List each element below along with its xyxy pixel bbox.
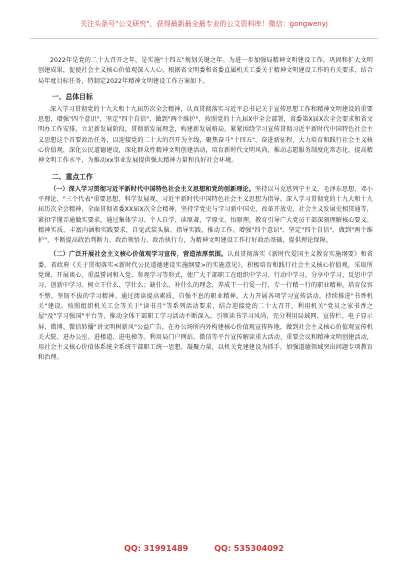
footer-qq-1: QQ: 31991489 [124,544,189,553]
page-header [30,20,378,39]
item-1-title: （一）深入学习贯彻习近平新时代中国特色社会主义思想和党的创新理论。 [50,185,255,193]
key-work-item-2 [38,250,373,363]
key-work-item-1 [38,185,373,247]
section-heading-goals: 一、总体目标 [52,92,93,101]
intro-paragraph: 2022年是党的二十大召开之年，是实施"十四五"规划关键之年。为进一步加强局精神文明建设工作，巩固和扩大文明创建成果，促使社会主义核心价值观深入人心，根据省文明委和省委直属机关工委关于精神文明建设工作的有关要求，结合局年度目标任务，特制定2022年精神文明建设工作方案如下。 [38,57,373,85]
item-1-body: 坚持以马克思列宁主义、毛泽东思想、邓小平理论、"三个代表"重要思想、科学发展观、习近平新时代中国特色社会主义思想为指导。深入学习贯彻党的十九大和十九届历次全会精神，全面贯彻省委XX届X次全会精神，坚持学党史与学习新中国史、改革开放史、社会主义发展史相贯通等，紧扣学懂弄通做实要求，通过集体学习、个人自学、读原著、学原文、悟原理，教育引导广大党员干部深刻理解核心要义、精神实质、丰富内涵和实践要求，自觉武装头脑、指导实践、推动工作。增强"四个意识"、坚定"四个自信"、做到"两个维护"，不断提高政治判断力、政治领悟力、政治执行力，为精神文明建设工作打好政治基础，提供理论保障。 [38,185,373,245]
item-2-body: 认真贯彻落实《新时代爱国主义教育实施纲要》和省委、省政府《关于贯彻落实<新时代公民道德建设实施纲要>的实施意见》，积极培育和践行社会主义核心价值观，采取所党课、开展谈心、重温誓词和入党、参观学习等形式，使广大干部职工在组织中学习、行动中学习、分享中学习、反思中学习、创新中学习。树立干什么、学什么；缺什么、补什么的理念，养成干一行爱一行、专一行精一行的职业精神，培育仪容不整、坚韧不拔的学习精神。通过阅读提高素质，自强不息的职业精神。大力开展各项学习宣传活动，持续推进"书香机关"建设。按照组织机关工会等关于"读书月"等系列活动要求，结合迎接党的二十大召开，利用机关"党员之家书香之屋"及"学习强国"平台等，推动全体干部职工学习活动不断深入。引领读书学习风尚，充分利用局域网、宣传栏、电子显示屏、微博、微信转播"讲文明树新风"公益广告，在办公场所内外构建核心价值观宣传阵地，做到社会主义核心价值观宣传机关大院、进办公室、进楼道、进电梯等。利用局门户网站、微信等平台宣传解读重大活动、重要会议和精神文明创建活动，用社会主义核心价值体系统全系统干部职工统一思想、凝聚力量，以机关党建建设为抓手，加强道德领域突出问题专项教育和治理。 [38,251,373,362]
section-heading-key-work: 二、重点工作 [52,172,93,181]
document-body [38,56,373,364]
item-2-title: （二）广泛开展社会主义核心价值观学习宣传，营造浓厚氛围。 [50,251,228,259]
page-footer [0,544,408,553]
footer-qq-2: QQ: 535304092 [214,544,284,553]
header-promo-text: 关注头条号"公文研究"，获得最新最全最专业的公文资料库！微信：gongwenyj [80,20,328,28]
goals-paragraph: 深入学习贯彻党的十九大和十九届历次全会精神，认真贯彻落实习近平总书记关于宣传思想工作和精神文明建设的重要思想，增强"四个意识"，坚定"四个自信"，做到"两个维护"，按照党的十九届X中全会部署，省委第X届X次全会要求和省文明办工作安排，立足新发展阶段，贯彻新发展理念，构建新发展格局，紧紧围绕学习宣传贯彻习近平新时代中国特色社会主义思想这个首要政治任务，以迎接党的二十大的召开为主线，聚焦奋斗"十四五"、奋进新征程，大力培育和践行社会主义核心价值观，深化公民道德建设，深化群众性精神文明创建活动，培育新时代文明风尚，推动志愿服务制度化常态化，提高精神文明工作水平，为推动xx事业发展提供强大精神力量和良好社会环境。 [38,105,373,165]
